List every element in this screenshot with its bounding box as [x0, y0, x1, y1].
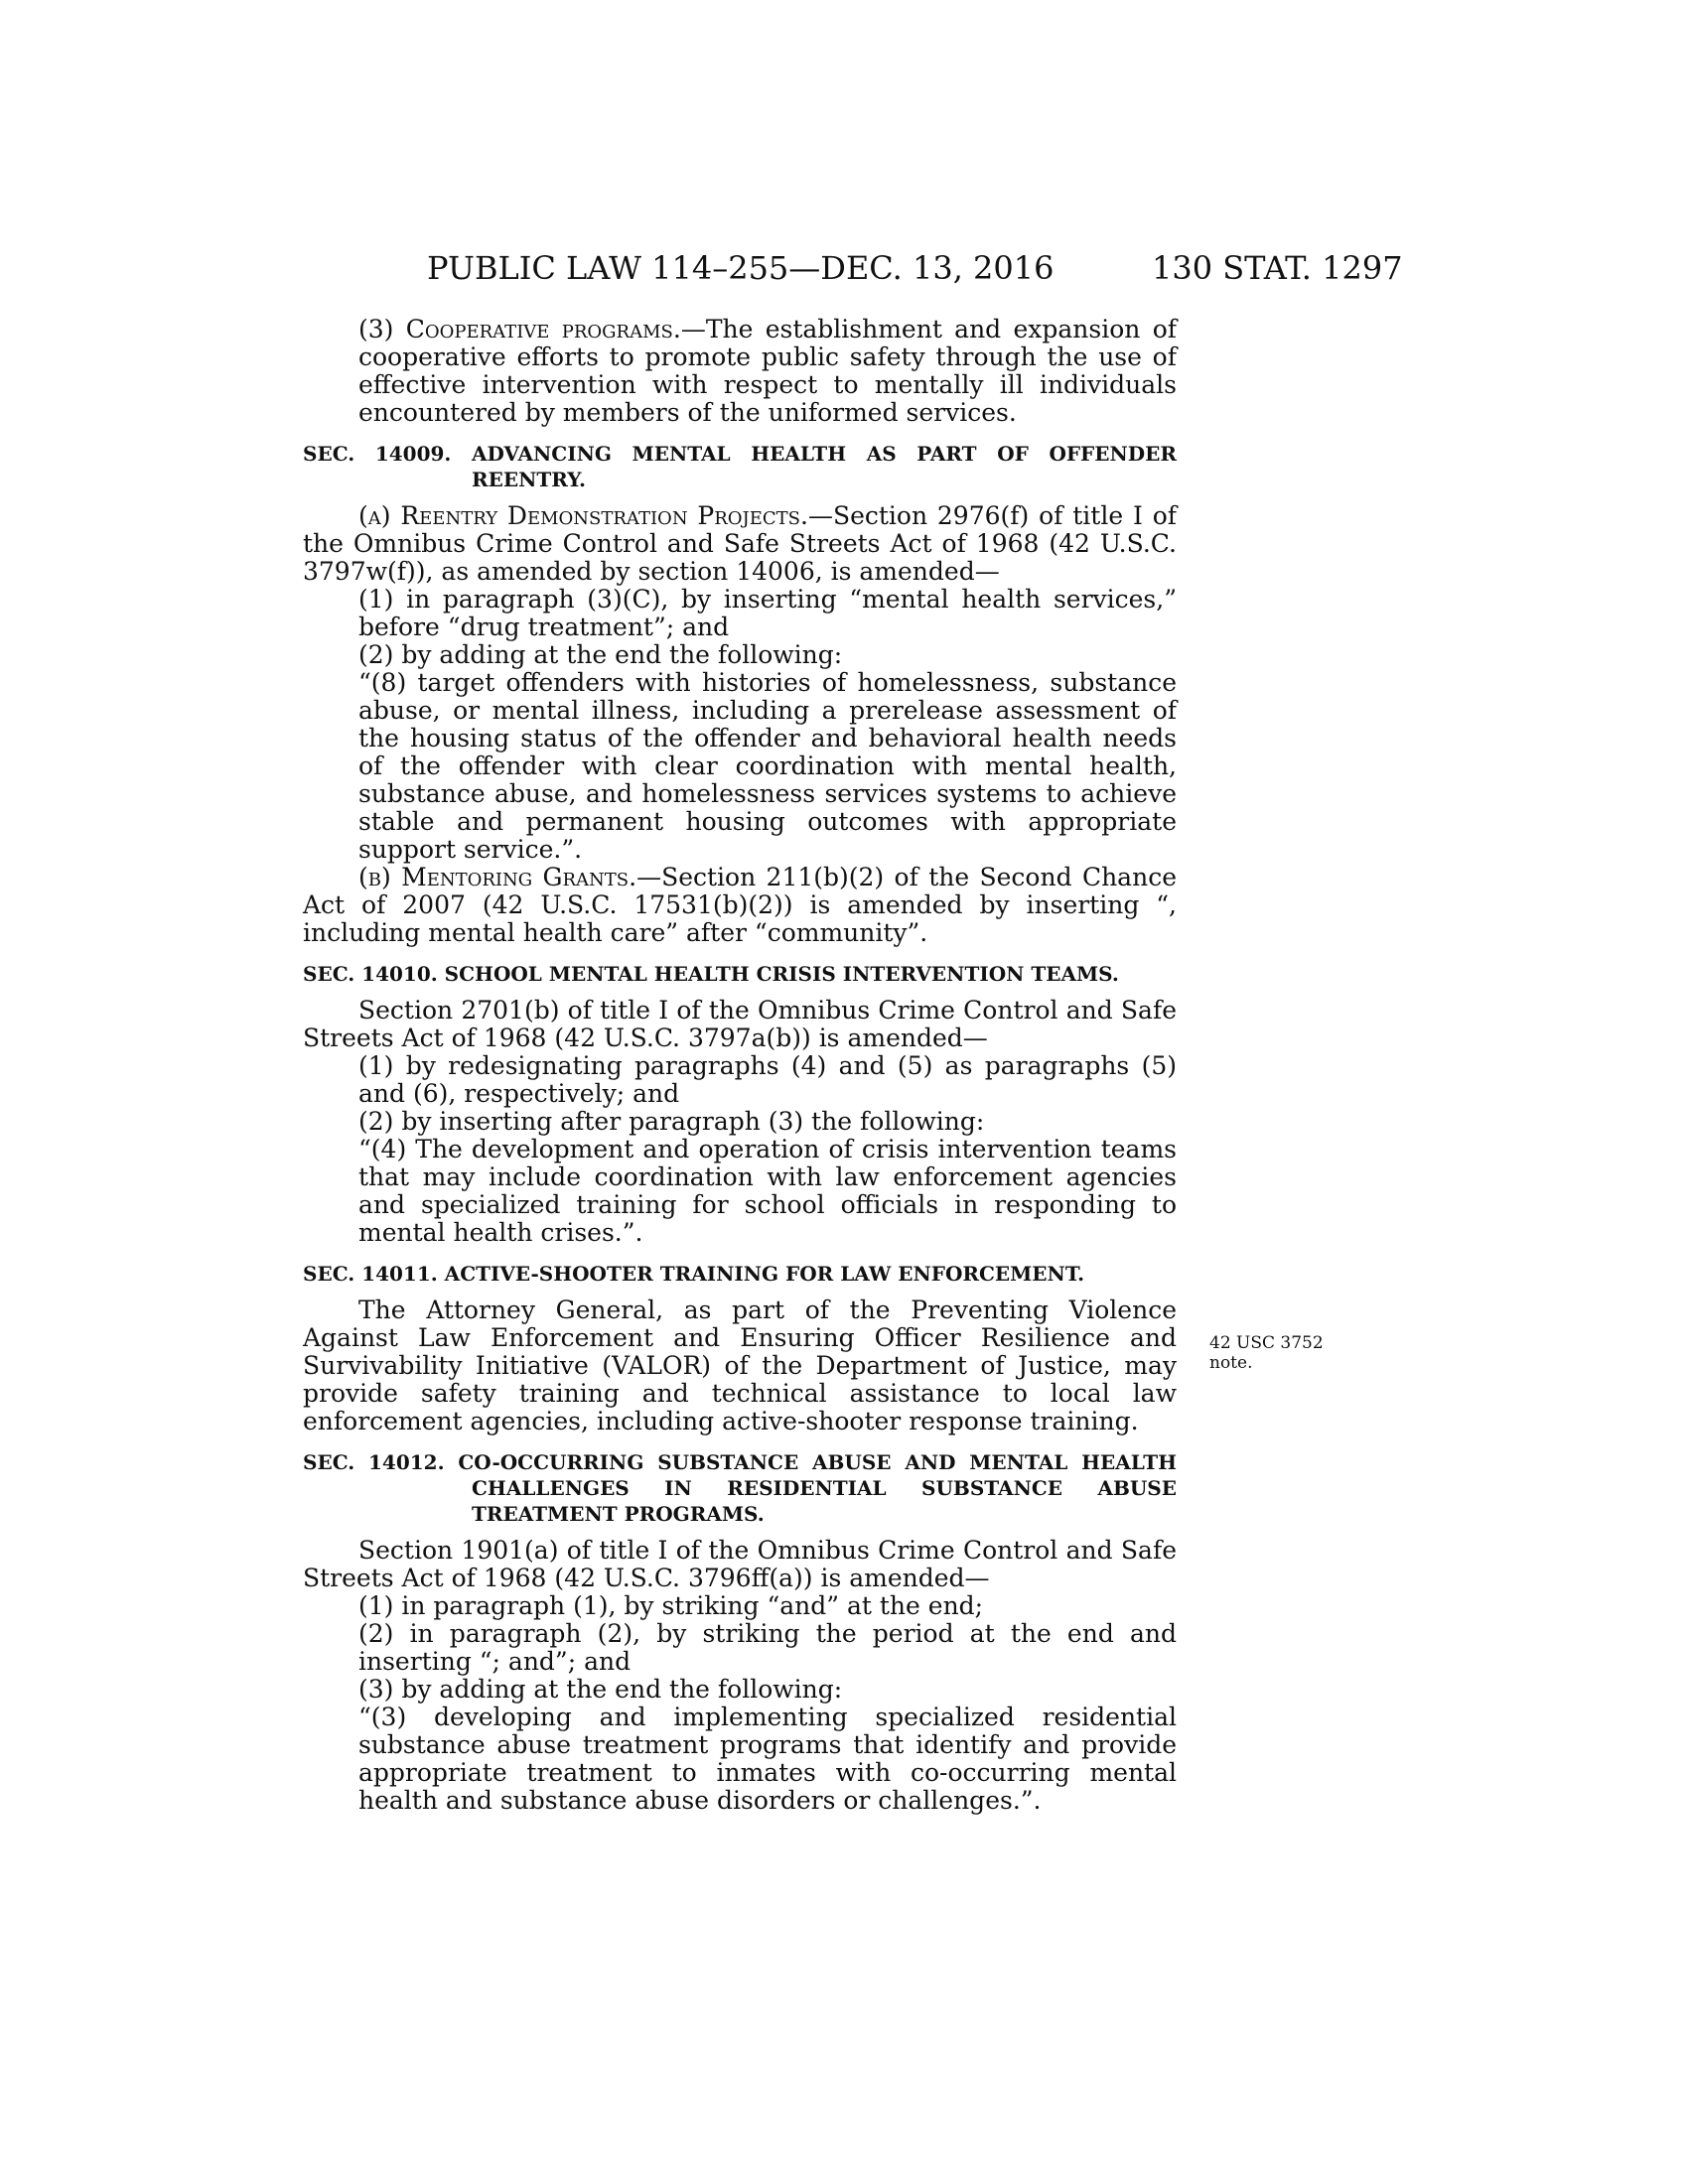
- page-number: 130 STAT. 1297: [1152, 249, 1403, 287]
- paragraph: (2) by adding at the end the following:: [358, 640, 843, 669]
- paragraph-heading: (a) Reentry Demonstration Projects.: [358, 501, 808, 530]
- paragraph-heading: (3) Cooperative programs.: [358, 315, 681, 343]
- paragraph-quoted: “(4) The development and operation of crisis intervention teams that may include coordination with law enforcement agencies and specialized training for school officials in responding to mental health crises.”.: [358, 1135, 1177, 1247]
- paragraph-text: —The establishment and expansion of cooperative efforts to promote public safety through the use of effective intervention with respect to mentally ill individuals encountered by members of the uniformed services.: [358, 315, 1177, 427]
- section-heading-14011: SEC. 14011. ACTIVE-SHOOTER TRAINING FOR LAW ENFORCEMENT.: [303, 1262, 1085, 1286]
- paragraph-text: —Section 211(b)(2) of the Second Chance Act of 2007 (42 U.S.C. 17531(b)(2)) is amended by inserting “, including mental health care” after “community”.: [303, 863, 1177, 947]
- paragraph: Section 1901(a) of title I of the Omnibus Crime Control and Safe Streets Act of 1968 (42 U.S.C. 3796ff(a)) is amended—: [303, 1536, 1177, 1592]
- paragraph: (1) by redesignating paragraphs (4) and (5) as paragraphs (5) and (6), respectively; and: [358, 1051, 1177, 1108]
- paragraph-reentry-projects: [303, 502, 1177, 586]
- paragraph: (1) in paragraph (1), by striking “and” at the end;: [358, 1591, 984, 1620]
- margin-note-line: note.: [1209, 1353, 1253, 1373]
- paragraph: (2) by inserting after paragraph (3) the following:: [358, 1107, 985, 1136]
- paragraph: (3) by adding at the end the following:: [358, 1675, 843, 1704]
- section-heading-14012: SEC. 14012. CO-OCCURRING SUBSTANCE ABUSE AND MENTAL HEALTH CHALLENGES IN RESIDENTIAL SUBSTANCE ABUSE TREATMENT PROGRAMS.: [303, 1450, 1177, 1526]
- section-heading-14010: SEC. 14010. SCHOOL MENTAL HEALTH CRISIS INTERVENTION TEAMS.: [303, 962, 1119, 986]
- paragraph: Section 2701(b) of title I of the Omnibus Crime Control and Safe Streets Act of 1968 (42 U.S.C. 3797a(b)) is amended—: [303, 996, 1177, 1052]
- paragraph-mentoring-grants: [303, 864, 1177, 947]
- paragraph-text: —Section 2976(f) of title I of the Omnibus Crime Control and Safe Streets Act of 1968 (42 U.S.C. 3797w(f)), as amended by section 14006, is amended—: [303, 501, 1177, 586]
- paragraph-quoted: “(3) developing and implementing specialized residential substance abuse treatment programs that identify and provide appropriate treatment to inmates with co-occurring mental health and substance abuse disorders or challenges.”.: [358, 1703, 1177, 1815]
- running-header-title: PUBLIC LAW 114–255—DEC. 13, 2016: [427, 249, 1055, 287]
- paragraph-cooperative-programs: [358, 316, 1177, 427]
- paragraph: The Attorney General, as part of the Preventing Violence Against Law Enforcement and Ensuring Officer Resilience and Survivability Initiative (VALOR) of the Department of Justice, may provide safety training and technical assistance to local law enforcement agencies, including active-shooter response training.: [303, 1296, 1177, 1435]
- paragraph-heading: (b) Mentoring Grants.: [358, 863, 637, 891]
- margin-note-line: 42 USC 3752: [1209, 1333, 1324, 1353]
- paragraph: (1) in paragraph (3)(C), by inserting “mental health services,” before “drug treatment”; and: [358, 585, 1177, 641]
- paragraph-quoted: “(8) target offenders with histories of homelessness, substance abuse, or mental illness, including a prerelease assessment of the housing status of the offender and behavioral health needs of the offender with clear coordination with mental health, substance abuse, and homelessness services systems to achieve stable and permanent housing outcomes with appropriate support service.”.: [358, 668, 1177, 864]
- margin-note-usc-citation: [1209, 1333, 1348, 1373]
- paragraph: (2) in paragraph (2), by striking the period at the end and inserting “; and”; and: [358, 1619, 1177, 1676]
- section-heading-14009: SEC. 14009. ADVANCING MENTAL HEALTH AS PART OF OFFENDER REENTRY.: [303, 442, 1177, 491]
- document-body: [303, 316, 1177, 1815]
